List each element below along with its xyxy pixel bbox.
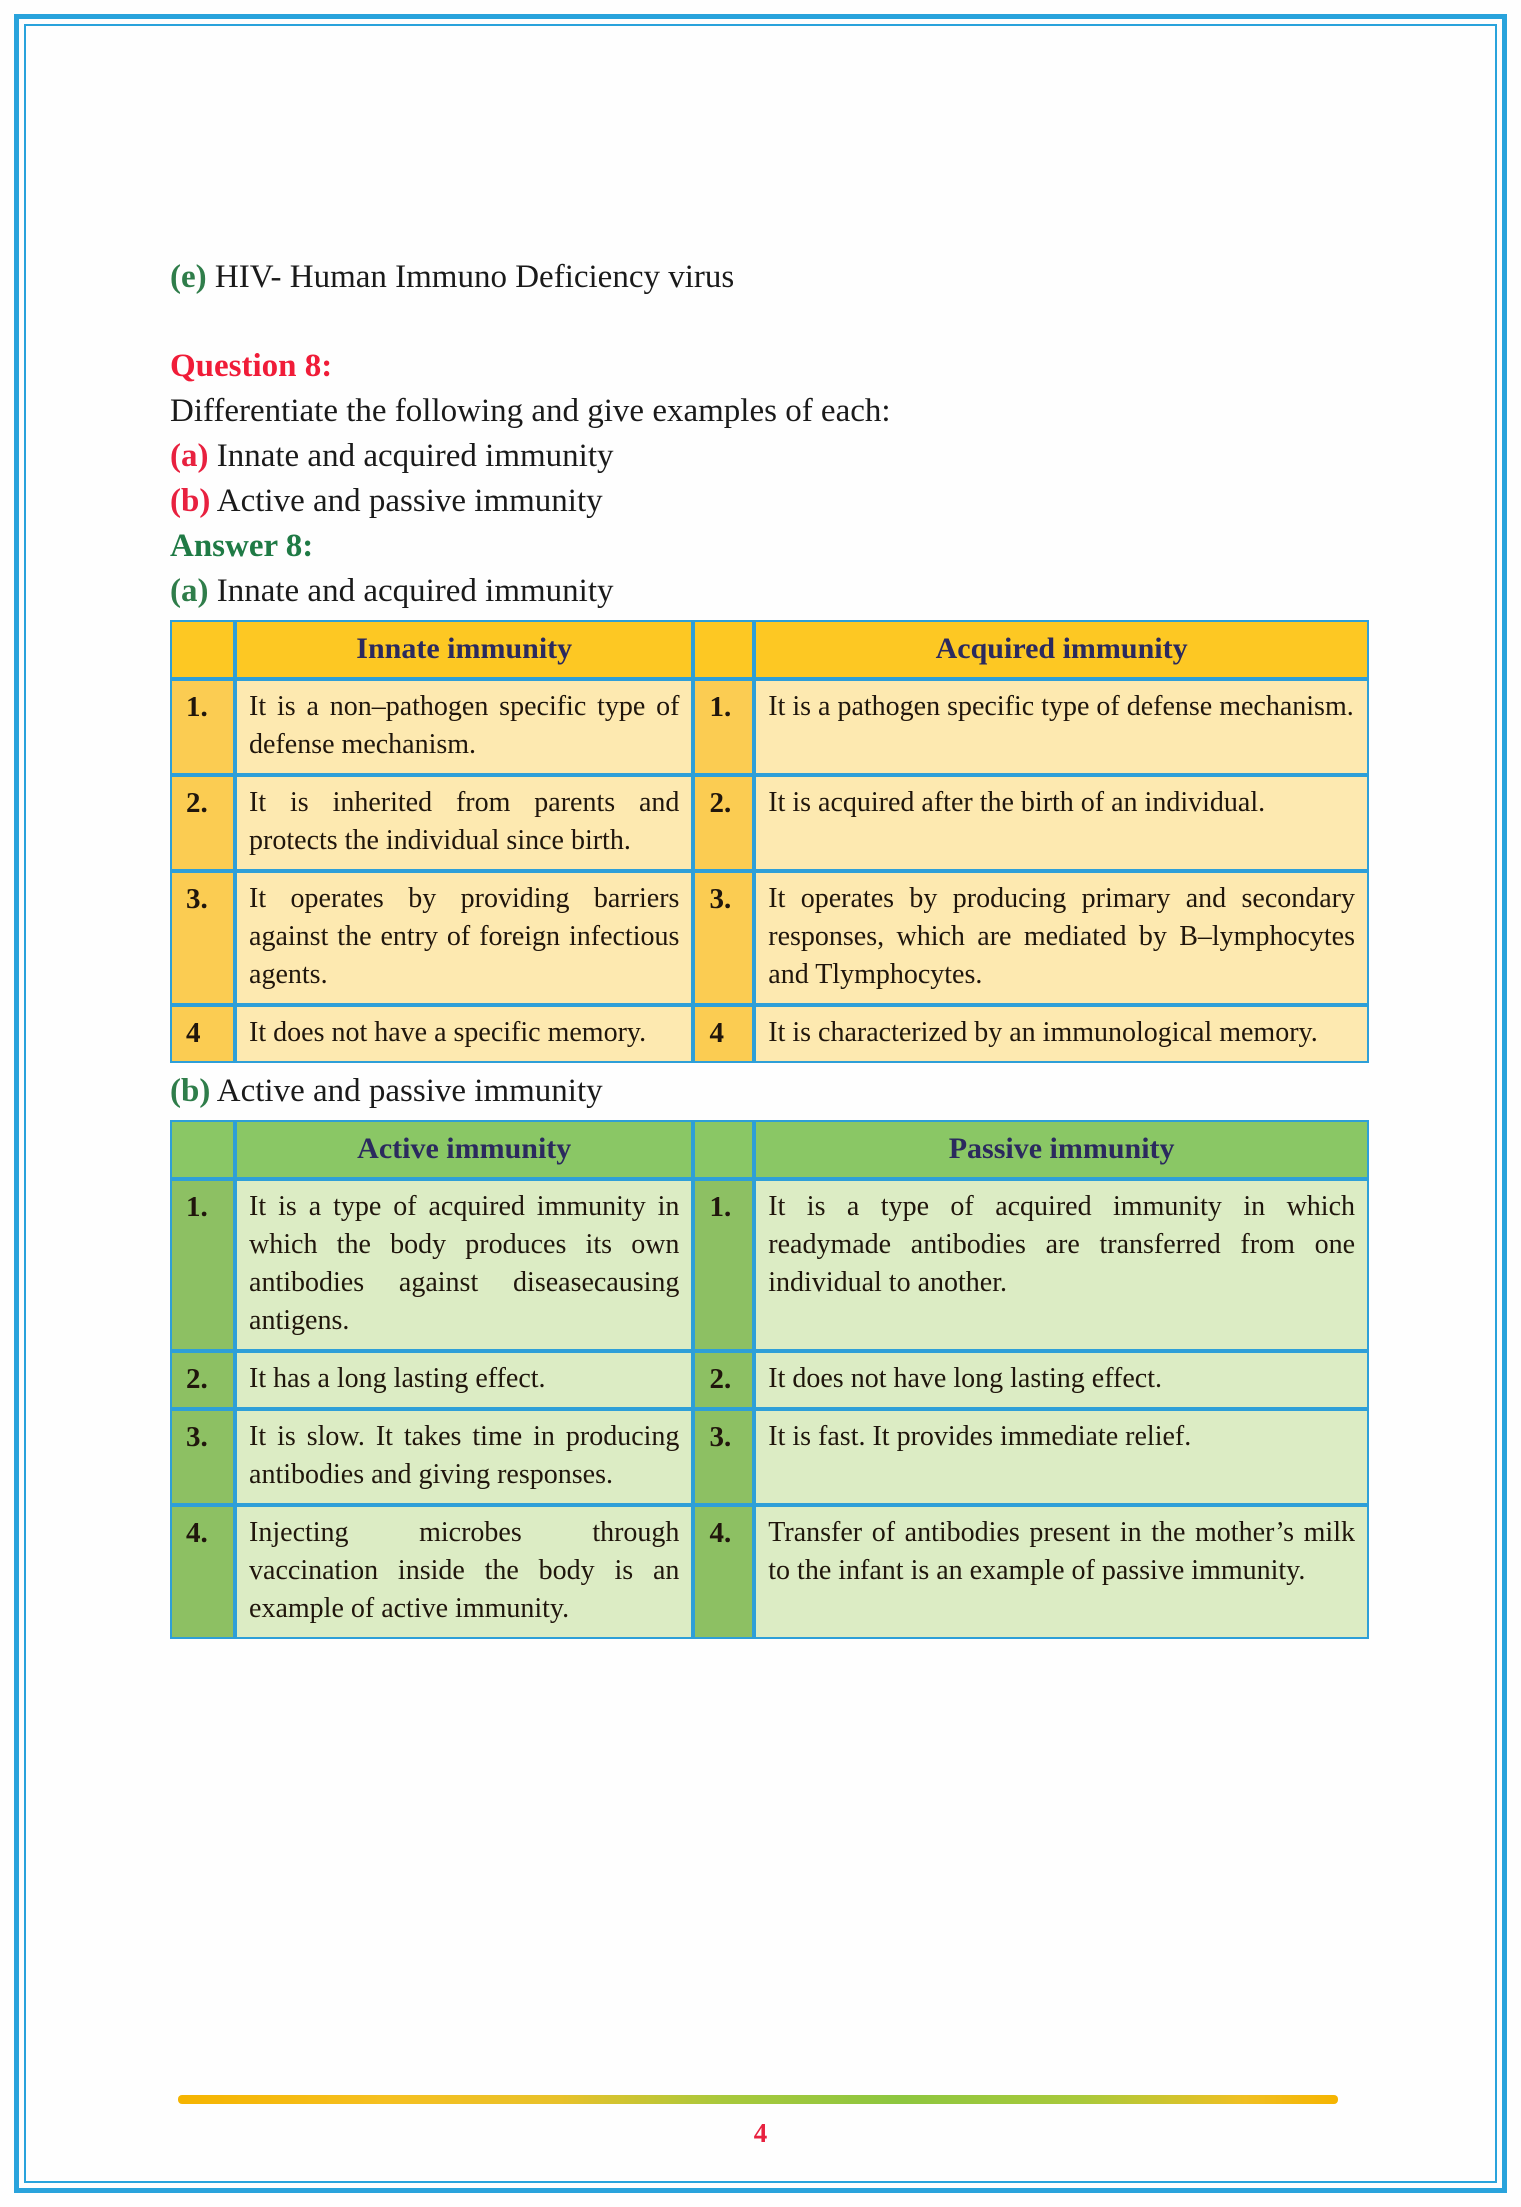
row-cell-acquired: It is acquired after the birth of an individual.	[754, 775, 1369, 871]
header-right-blank	[693, 1120, 754, 1179]
row-cell-acquired: It is characterized by an immunological memory.	[754, 1005, 1369, 1063]
table-header-row	[170, 620, 1369, 679]
question-item-b	[170, 479, 1370, 524]
answer-b-label: (b)	[170, 1073, 211, 1109]
row-cell-passive: It does not have long lasting effect.	[754, 1351, 1369, 1409]
table-row	[170, 775, 1369, 871]
row-cell-active: Injecting microbes through vaccination inside the body is an example of active immunity.	[235, 1505, 693, 1639]
row-number: 4	[170, 1005, 235, 1063]
question-item-a	[170, 434, 1370, 479]
header-right-blank	[693, 620, 754, 679]
row-number: 1.	[693, 1179, 754, 1351]
question-item-b-text: Active and passive immunity	[216, 483, 603, 519]
row-number: 2.	[170, 1351, 235, 1409]
table-header-row	[170, 1120, 1369, 1179]
table-row	[170, 1005, 1369, 1063]
header-acquired-immunity: Acquired immunity	[754, 620, 1369, 679]
question-prompt: Differentiate the following and give examples of each:	[170, 393, 891, 429]
table-row	[170, 1351, 1369, 1409]
row-cell-passive: Transfer of antibodies present in the mother’s milk to the infant is an example of passive immunity.	[754, 1505, 1369, 1639]
header-left-blank	[170, 620, 235, 679]
question-item-a-label: (a)	[170, 438, 209, 474]
row-cell-innate: It operates by providing barriers against the entry of foreign infectious agents.	[235, 871, 693, 1005]
question-heading: Question 8:	[170, 348, 333, 384]
answer-subheading-a	[170, 569, 1370, 614]
row-number: 3.	[170, 1409, 235, 1505]
header-active-immunity: Active immunity	[235, 1120, 693, 1179]
answer-a-text: Innate and acquired immunity	[216, 573, 614, 609]
row-cell-passive: It is fast. It provides immediate relief.	[754, 1409, 1369, 1505]
row-cell-active: It has a long lasting effect.	[235, 1351, 693, 1409]
table-row	[170, 871, 1369, 1005]
page-number: 4	[753, 2118, 768, 2148]
item-e-text: HIV- Human Immuno Deficiency virus	[214, 259, 735, 295]
question-item-a-text: Innate and acquired immunity	[216, 438, 614, 474]
header-left-blank	[170, 1120, 235, 1179]
item-e-label: (e)	[170, 259, 207, 295]
item-e-line	[170, 255, 1370, 300]
question-item-b-label: (b)	[170, 483, 211, 519]
row-cell-passive: It is a type of acquired immunity in which readymade antibodies are transferred from one individual to another.	[754, 1179, 1369, 1351]
row-number: 3.	[693, 871, 754, 1005]
row-cell-innate: It is a non–pathogen specific type of defense mechanism.	[235, 679, 693, 775]
row-number: 2.	[693, 1351, 754, 1409]
row-number: 3.	[170, 871, 235, 1005]
header-innate-immunity: Innate immunity	[235, 620, 693, 679]
row-number: 2.	[693, 775, 754, 871]
table-row	[170, 1505, 1369, 1639]
table-row	[170, 1179, 1369, 1351]
header-passive-immunity: Passive immunity	[754, 1120, 1369, 1179]
answer-subheading-b	[170, 1069, 1370, 1114]
row-number: 4.	[170, 1505, 235, 1639]
row-number: 1.	[170, 679, 235, 775]
table-innate-vs-acquired	[170, 620, 1369, 1063]
table-row	[170, 1409, 1369, 1505]
row-cell-active: It is slow. It takes time in producing antibodies and giving responses.	[235, 1409, 693, 1505]
row-number: 4.	[693, 1505, 754, 1639]
table-active-vs-passive	[170, 1120, 1369, 1639]
row-cell-innate: It is inherited from parents and protects the individual since birth.	[235, 775, 693, 871]
row-cell-active: It is a type of acquired immunity in which the body produces its own antibodies against diseasecausing antigens.	[235, 1179, 693, 1351]
footer-decorative-bar	[178, 2095, 1338, 2104]
row-number: 3.	[693, 1409, 754, 1505]
row-cell-innate: It does not have a specific memory.	[235, 1005, 693, 1063]
row-number: 4	[693, 1005, 754, 1063]
answer-a-label: (a)	[170, 573, 209, 609]
table-row	[170, 679, 1369, 775]
row-number: 2.	[170, 775, 235, 871]
row-cell-acquired: It is a pathogen specific type of defense mechanism.	[754, 679, 1369, 775]
row-number: 1.	[170, 1179, 235, 1351]
page-content	[170, 255, 1370, 1639]
answer-b-text: Active and passive immunity	[216, 1073, 603, 1109]
row-number: 1.	[693, 679, 754, 775]
answer-heading: Answer 8:	[170, 528, 314, 564]
row-cell-acquired: It operates by producing primary and secondary responses, which are mediated by B–lymphocytes and Tlymphocytes.	[754, 871, 1369, 1005]
spacer	[170, 300, 1370, 344]
